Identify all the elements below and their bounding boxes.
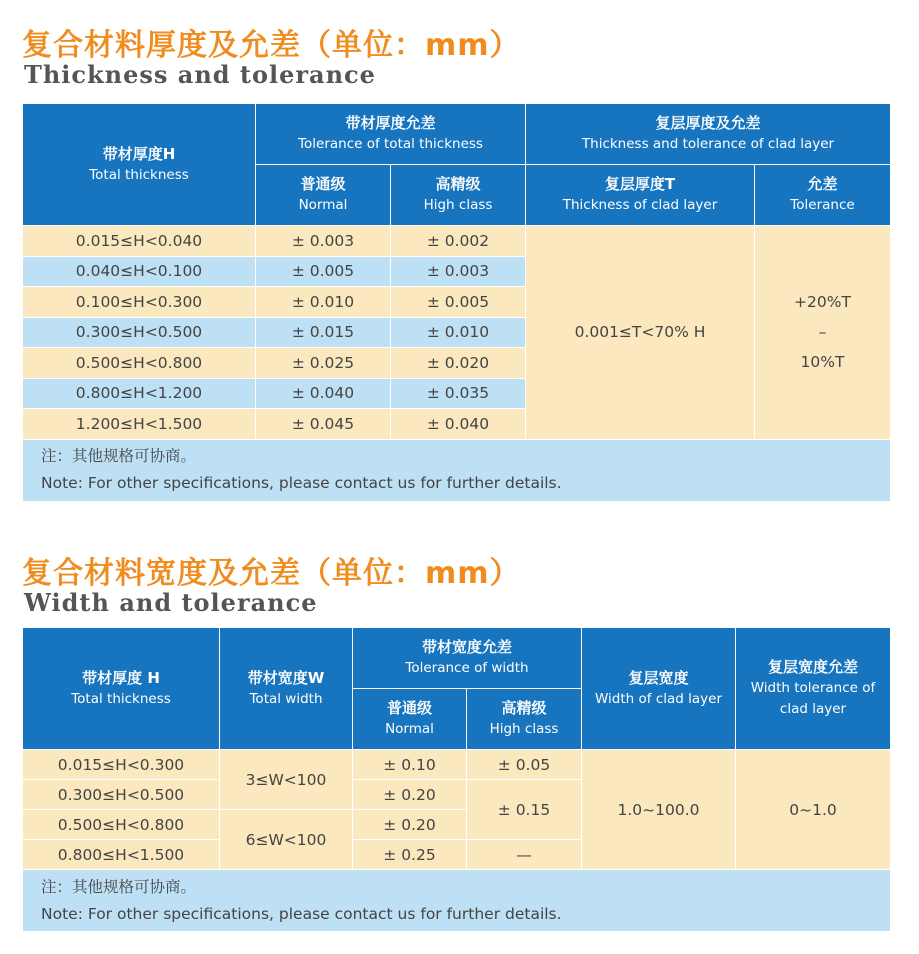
width-tolerance-table [22,627,891,932]
thickness-range: 0.800≤H<1.200 [23,378,256,409]
clad-tolerance-top: +20%T [794,293,851,312]
section2-title-cn: 复合材料宽度及允差（单位：mm） [22,556,521,591]
thickness-range: 0.300≤H<0.500 [23,780,220,810]
thickness-range: 0.500≤H<0.800 [23,810,220,840]
table-row [23,226,891,257]
high-tolerance: — [467,840,582,870]
normal-tolerance: ± 0.25 [353,840,467,870]
header-high-class: 高精级 High class [467,689,582,750]
clad-width: 1.0~100.0 [582,750,736,870]
thickness-range: 0.100≤H<0.300 [23,287,256,318]
clad-tolerance-bottom: 10%T [800,353,845,372]
header-high-class: 高精级 High class [391,165,526,226]
high-tolerance: ± 0.040 [391,409,526,440]
note-en: Note: For other specifications, please contact us for further details. [41,904,562,923]
normal-tolerance: ± 0.10 [353,750,467,780]
table-note [23,870,891,932]
section2-title-en: Width and tolerance [24,588,318,617]
width-range: 6≤W<100 [220,810,353,870]
clad-thickness-range: 0.001≤T<70% H [526,226,755,440]
high-tolerance: ± 0.002 [391,226,526,257]
high-tolerance: ± 0.035 [391,378,526,409]
thickness-range: 0.015≤H<0.300 [23,750,220,780]
section1-title-cn: 复合材料厚度及允差（单位：mm） [22,28,521,63]
normal-tolerance: ± 0.005 [256,256,391,287]
table-row [23,750,891,780]
high-tolerance: ± 0.010 [391,317,526,348]
width-range: 3≤W<100 [220,750,353,810]
thickness-range: 0.040≤H<0.100 [23,256,256,287]
high-tolerance: ± 0.05 [467,750,582,780]
normal-tolerance: ± 0.040 [256,378,391,409]
high-tolerance: ± 0.005 [391,287,526,318]
high-tolerance: ± 0.020 [391,348,526,379]
thickness-tolerance-table [22,103,891,502]
note-cn: 注：其他规格可协商。 [41,877,197,896]
normal-tolerance: ± 0.003 [256,226,391,257]
header-clad-thickness: 复层厚度T Thickness of clad layer [526,165,755,226]
header-tolerance-total: 带材厚度允差 Tolerance of total thickness [256,104,526,165]
thickness-range: 1.200≤H<1.500 [23,409,256,440]
clad-tolerance [755,226,891,440]
header-normal: 普通级 Normal [353,689,467,750]
normal-tolerance: ± 0.025 [256,348,391,379]
thickness-range: 0.800≤H<1.500 [23,840,220,870]
header-clad-width-tolerance: 复层宽度允差 Width tolerance of clad layer [736,628,891,750]
high-tolerance: ± 0.15 [467,780,582,840]
high-tolerance: ± 0.003 [391,256,526,287]
table-note [23,439,891,501]
header-tolerance-width: 带材宽度允差 Tolerance of width [353,628,582,689]
clad-tolerance-mid: – [818,323,827,342]
normal-tolerance: ± 0.015 [256,317,391,348]
note-en: Note: For other specifications, please contact us for further details. [41,474,562,492]
header-total-thickness: 带材厚度H Total thickness [23,104,256,226]
header-normal: 普通级 Normal [256,165,391,226]
normal-tolerance: ± 0.045 [256,409,391,440]
thickness-range: 0.500≤H<0.800 [23,348,256,379]
clad-width-tolerance: 0~1.0 [736,750,891,870]
header-clad-thickness-tolerance: 复层厚度及允差 Thickness and tolerance of clad layer [526,104,891,165]
normal-tolerance: ± 0.20 [353,810,467,840]
normal-tolerance: ± 0.010 [256,287,391,318]
thickness-range: 0.300≤H<0.500 [23,317,256,348]
note-cn: 注：其他规格可协商。 [41,447,197,465]
thickness-range: 0.015≤H<0.040 [23,226,256,257]
header-total-width: 带材宽度W Total width [220,628,353,750]
header-clad-width: 复层宽度 Width of clad layer [582,628,736,750]
header-total-thickness: 带材厚度 H Total thickness [23,628,220,750]
normal-tolerance: ± 0.20 [353,780,467,810]
header-tolerance: 允差 Tolerance [755,165,891,226]
section1-title-en: Thickness and tolerance [24,60,376,89]
